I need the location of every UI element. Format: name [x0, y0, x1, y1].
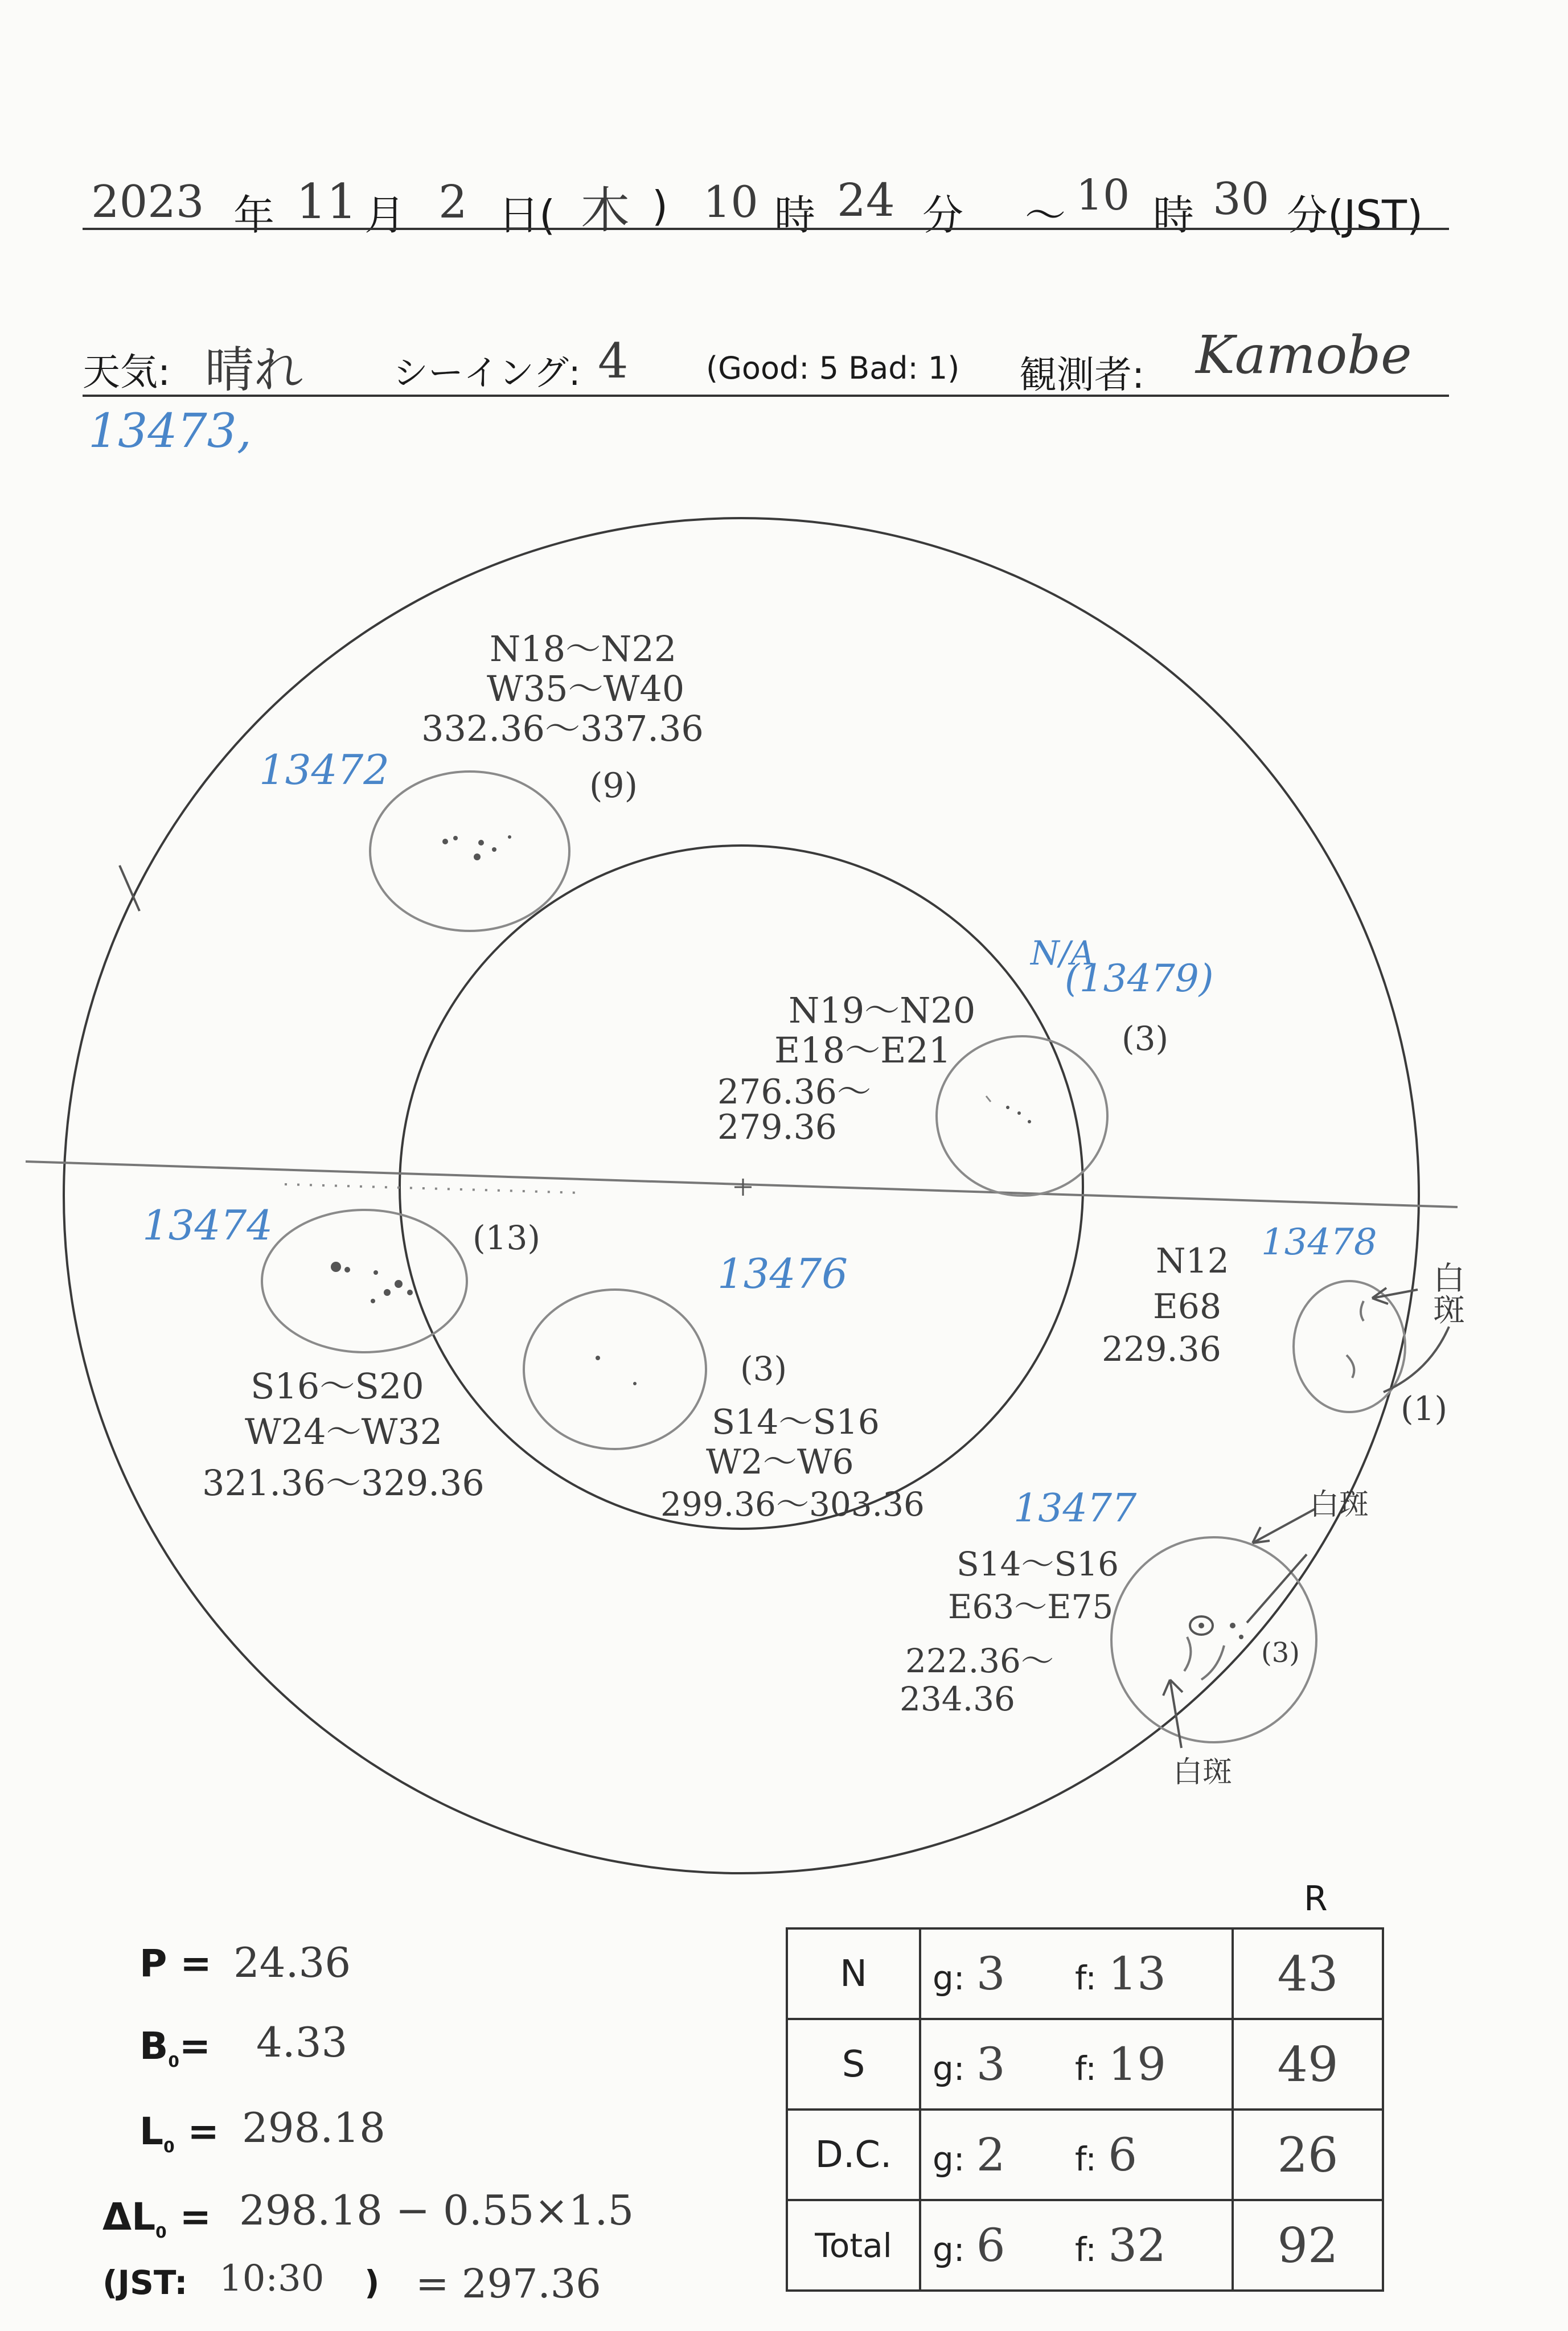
weekday-close: ): [652, 182, 668, 230]
sunspots-13479: [1006, 1106, 1031, 1123]
jst-label: (JST:: [102, 2263, 188, 2302]
year-value: 2023: [91, 177, 204, 228]
table-row: [787, 2019, 1383, 2110]
row-r-value: 92: [1233, 2200, 1383, 2291]
delta-l0-result: = 297.36: [416, 2260, 601, 2307]
region-13472-count: (9): [589, 766, 638, 806]
start-min-unit: 分: [922, 191, 964, 239]
row-category: N: [787, 1928, 920, 2019]
sunspots-13477: [1190, 1616, 1243, 1639]
equator-line: [26, 1162, 1458, 1207]
table-row: [787, 2200, 1383, 2291]
b0-label: $B_0=$: [139, 2024, 211, 2071]
group-13476-outline: [524, 1290, 706, 1449]
faculae-13478: [1347, 1301, 1364, 1378]
end-hour-unit: 時: [1153, 191, 1195, 239]
group-13472-outline: [370, 771, 569, 931]
table-row: [787, 1928, 1383, 2019]
year-unit: 年: [233, 191, 275, 239]
region-13472-id: 13472: [259, 746, 390, 794]
sunspots-13476: [596, 1356, 637, 1385]
day-value: 2: [438, 175, 467, 228]
row-category: Total: [787, 2200, 920, 2291]
region-13479-carrington-start: 276.36～: [717, 1072, 871, 1112]
region-13476-carrington: 299.36～303.36: [660, 1485, 925, 1524]
p-value: 24.36: [233, 1939, 351, 1987]
p-label: P =: [139, 1942, 212, 1985]
group-13479-outline: [937, 1036, 1107, 1196]
region-13477-facula-note-top: 白斑: [1310, 1488, 1369, 1522]
dotted-guide: [285, 1184, 581, 1193]
region-13479-count: (3): [1122, 1019, 1169, 1058]
start-hour-value: 10: [703, 177, 758, 227]
arrow-13477-top: [1253, 1509, 1315, 1543]
l0-value: 298.18: [242, 2104, 385, 2152]
row-category: D.C.: [787, 2110, 920, 2200]
region-13478-id: 13478: [1261, 1221, 1377, 1263]
count-table: [786, 1927, 1384, 2292]
region-13478-lon: E68: [1153, 1287, 1222, 1327]
group-13478-outline: [1294, 1281, 1405, 1412]
start-min-value: 24: [837, 174, 895, 227]
delta-l0-label: $\Delta L_0$ =: [102, 2195, 211, 2242]
faculae-13477: [1184, 1637, 1224, 1680]
region-13478-lat: N12: [1156, 1241, 1229, 1281]
region-13477-id: 13477: [1013, 1486, 1137, 1531]
row-r-value: 26: [1233, 2110, 1383, 2200]
region-13472-lat: N18～N22: [490, 628, 677, 670]
seeing-label: シーイング:: [393, 352, 581, 393]
start-hour-unit: 時: [774, 191, 816, 239]
end-hour-value: 10: [1076, 171, 1130, 220]
end-min-unit: 分(JST): [1287, 191, 1423, 239]
seeing-value: 4: [598, 333, 629, 389]
region-13476-lon: W2～W6: [706, 1442, 854, 1482]
observer-value: Kamobe: [1196, 325, 1412, 385]
l0-label: $L_0$ =: [139, 2110, 219, 2157]
delta-l0-expression: 298.18 − 0.55×1.5: [239, 2186, 634, 2234]
region-13479-carrington-end: 279.36: [717, 1107, 837, 1147]
region-13477-facula-note-bottom: 白斑: [1173, 1755, 1233, 1790]
region-13479-id-line1: N/A: [1031, 934, 1095, 972]
region-13478-count: (1): [1401, 1389, 1448, 1428]
month-unit: 月: [364, 191, 406, 239]
region-13474-id: 13474: [142, 1201, 273, 1249]
weather-label: 天気:: [83, 350, 171, 394]
region-13476-count: (3): [740, 1349, 787, 1388]
end-min-value: 30: [1213, 174, 1270, 225]
row-category: S: [787, 2019, 920, 2110]
region-13472-carrington: 332.36～337.36: [421, 708, 704, 749]
region-13474-count: (13): [473, 1218, 541, 1257]
row-group-flux: g: 6 f: 32: [920, 2200, 1233, 2291]
observer-label: 観測者:: [1019, 353, 1145, 397]
region-13477-carrington-end: 234.36: [900, 1680, 1015, 1718]
region-13477-count: (3): [1261, 1637, 1300, 1669]
b0-value: 4.33: [256, 2018, 348, 2066]
region-13478-carrington: 229.36: [1102, 1329, 1221, 1369]
day-unit: 日(: [498, 191, 556, 239]
weather-value: 晴れ: [205, 342, 303, 399]
sunspots-13474: [331, 1262, 413, 1303]
jst-value: 10:30: [219, 2258, 325, 2300]
top-note: 13473,: [88, 404, 252, 458]
weekday-value: 木: [581, 182, 630, 239]
row-group-flux: g: 3 f: 19: [920, 2019, 1233, 2110]
month-value: 11: [296, 174, 357, 229]
tilde: ～: [1025, 191, 1066, 239]
region-13474-lat: S16～S20: [251, 1365, 424, 1407]
jst-close: ): [364, 2263, 380, 2302]
region-13477-lat: S14～S16: [957, 1545, 1119, 1583]
region-13476-id: 13476: [717, 1250, 848, 1298]
group-13474-outline: [262, 1210, 467, 1352]
region-13477-carrington-start: 222.36～: [905, 1641, 1054, 1680]
pointer-13479: [986, 1096, 991, 1102]
sun-disk-outline: [64, 518, 1419, 1873]
row-r-value: 49: [1233, 2019, 1383, 2110]
region-13474-carrington: 321.36～329.36: [202, 1462, 485, 1504]
table-row: [787, 2110, 1383, 2200]
region-13477-lon: E63～E75: [948, 1587, 1114, 1626]
sunspots-13472: [442, 835, 511, 860]
region-13472-lon: W35～W40: [487, 668, 685, 709]
region-13476-lat: S14～S16: [712, 1402, 880, 1442]
region-13478-facula-note: 白斑: [1428, 1261, 1465, 1325]
row-group-flux: g: 2 f: 6: [920, 2110, 1233, 2200]
row-group-flux: g: 3 f: 13: [920, 1928, 1233, 2019]
region-13479-lon: E18～E21: [774, 1029, 951, 1071]
row-r-value: 43: [1233, 1928, 1383, 2019]
region-13474-lon: W24～W32: [245, 1411, 443, 1452]
seeing-scale-note: (Good: 5 Bad: 1): [706, 350, 960, 386]
region-13479-lat: N19～N20: [789, 990, 976, 1031]
r-column-header: R: [1304, 1879, 1328, 1919]
region-13479-id-line2: (13479): [1065, 957, 1214, 1000]
